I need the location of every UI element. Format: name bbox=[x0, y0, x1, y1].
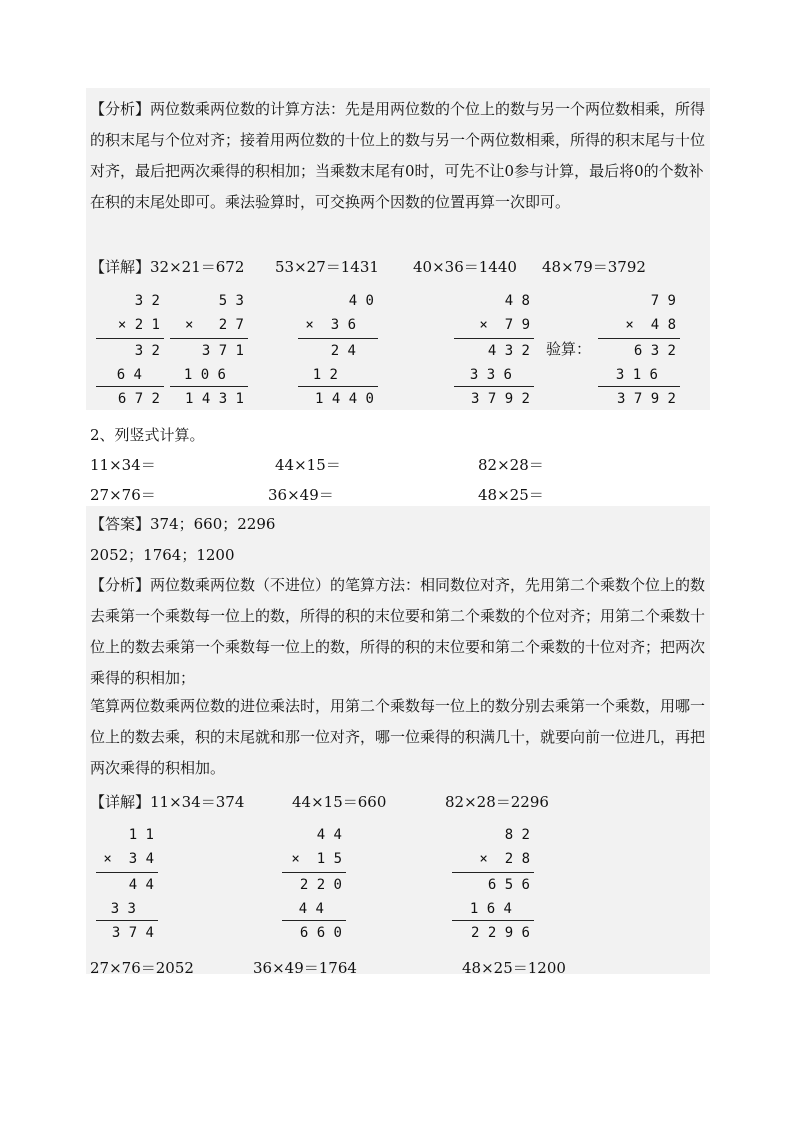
calc-row-partial-2: 1 0 6 bbox=[183, 367, 226, 383]
calc-rule bbox=[96, 338, 164, 339]
calc-row-partial-2: 1 6 4 bbox=[469, 901, 512, 917]
calc-row-multiplicand: 4 4 bbox=[316, 827, 342, 843]
calc-row-partial-2: 6 4 bbox=[116, 367, 142, 383]
problem-3: 82×28＝ bbox=[478, 456, 544, 474]
detail2-eq-3: 82×28＝2296 bbox=[445, 793, 549, 811]
calc-rule bbox=[452, 872, 534, 873]
calc-rule bbox=[282, 872, 346, 873]
detail2-label: 【详解】 bbox=[90, 793, 151, 811]
calc-row-multiplicand: 4 0 bbox=[348, 293, 374, 309]
vertical-calc-32x21 bbox=[94, 288, 164, 408]
vertical-calc-79x48 bbox=[596, 288, 680, 408]
calc-rule bbox=[96, 872, 158, 873]
calc-row-multiplier: × 1 5 bbox=[291, 851, 342, 867]
calc-rule bbox=[282, 920, 346, 921]
calc-row-product: 6 7 2 bbox=[117, 391, 160, 407]
calc-row-partial-2: 4 4 bbox=[298, 901, 324, 917]
calc-row-multiplicand: 1 1 bbox=[128, 827, 154, 843]
calc-row-multiplier: × 2 8 bbox=[479, 851, 530, 867]
question-title: 2、列竖式计算。 bbox=[90, 426, 205, 444]
calc-row-partial-1: 2 4 bbox=[330, 343, 356, 359]
calc-row-product: 2 2 9 6 bbox=[470, 925, 530, 941]
detail-eq-2: 53×27＝1431 bbox=[275, 258, 379, 276]
vertical-calc-40x36 bbox=[296, 288, 378, 408]
detail-eq-4: 48×79＝3792 bbox=[542, 258, 646, 276]
calc-row-multiplier: × 2 7 bbox=[184, 317, 244, 333]
calc-row-product: 3 7 9 2 bbox=[616, 391, 676, 407]
tail-eq-1: 27×76＝2052 bbox=[90, 959, 194, 977]
analysis-paragraph-3: 笔算两位数乘两位数的进位乘法时，用第二个乘数每一位上的数分别去乘第一个乘数，用哪一位上的数去乘，积的末尾就和那一位对齐，哪一位乘得的积满几十，就要向前一位进几，再把两次乘得的积相加。 bbox=[90, 697, 706, 777]
calc-row-product: 1 4 3 1 bbox=[184, 391, 244, 407]
tail-eq-3: 48×25＝1200 bbox=[462, 959, 566, 977]
analysis-paragraph-2: 【分析】两位数乘两位数（不进位）的笔算方法：相同数位对齐，先用第二个乘数个位上的数去乘第一个乘数每一位上的数，所得的积的末位要和第二个乘数的个位对齐；用第二个乘数十位上的数去乘第一个乘数每一位上的数，所得的积的末位要和第二个乘数的十位对齐；把两次乘得的积相加； bbox=[90, 576, 706, 687]
calc-row-multiplier: × 3 6 bbox=[305, 317, 356, 333]
problem-4: 27×76＝ bbox=[90, 486, 156, 504]
calc-row-partial-1: 2 2 0 bbox=[299, 877, 342, 893]
vertical-calc-48x79 bbox=[452, 288, 534, 408]
calc-row-partial-1: 6 3 2 bbox=[633, 343, 676, 359]
calc-row-partial-2: 1 2 bbox=[312, 367, 338, 383]
vertical-calc-53x27 bbox=[168, 288, 248, 408]
problem-2: 44×15＝ bbox=[275, 456, 341, 474]
calc-rule bbox=[96, 386, 164, 387]
calc-row-partial-1: 6 5 6 bbox=[487, 877, 530, 893]
calc-row-partial-2: 3 3 bbox=[110, 901, 136, 917]
calc-row-product: 1 4 4 0 bbox=[314, 391, 374, 407]
tail-eq-2: 36×49＝1764 bbox=[253, 959, 357, 977]
calc-row-multiplicand: 3 2 bbox=[134, 293, 160, 309]
detail2-eq-2: 44×15＝660 bbox=[292, 793, 387, 811]
calc-row-product: 3 7 4 bbox=[111, 925, 154, 941]
check-label: 验算： bbox=[546, 340, 592, 358]
calc-row-product: 6 6 0 bbox=[299, 925, 342, 941]
calc-rule bbox=[454, 338, 534, 339]
calc-rule bbox=[298, 338, 378, 339]
answer-line-2: 2052；1764；1200 bbox=[90, 546, 235, 564]
calc-rule bbox=[96, 920, 158, 921]
problem-1: 11×34＝ bbox=[90, 456, 156, 474]
calc-rule bbox=[170, 386, 248, 387]
detail-eq-1: 32×21＝672 bbox=[150, 258, 245, 276]
calc-rule bbox=[298, 386, 378, 387]
calc-rule bbox=[170, 338, 248, 339]
calc-rule bbox=[598, 386, 680, 387]
detail-eq-3: 40×36＝1440 bbox=[413, 258, 517, 276]
calc-rule bbox=[452, 920, 534, 921]
problem-6: 48×25＝ bbox=[478, 486, 544, 504]
answer-line-1: 【答案】374；660；2296 bbox=[90, 515, 276, 533]
calc-row-partial-2: 3 1 6 bbox=[615, 367, 658, 383]
calc-rule bbox=[454, 386, 534, 387]
calc-row-partial-2: 3 3 6 bbox=[469, 367, 512, 383]
calc-row-multiplicand: 7 9 bbox=[650, 293, 676, 309]
calc-row-multiplier: × 3 4 bbox=[103, 851, 154, 867]
analysis-paragraph-1: 【分析】两位数乘两位数的计算方法：先是用两位数的个位上的数与另一个两位数相乘，所得的积末尾与个位对齐；接着用两位数的十位上的数与另一个两位数相乘，所得的积末尾与十位对齐，最后把两次乘得的积相加；当乘数末尾有0时，可先不让0参与计算，最后将0的个数补在积的末尾处即可。乘法验算时，可交换两个因数的位置再算一次即可。 bbox=[90, 100, 706, 211]
calc-row-multiplicand: 8 2 bbox=[504, 827, 530, 843]
calc-rule bbox=[598, 338, 680, 339]
vertical-calc-44x15 bbox=[280, 822, 346, 944]
detail2-eq-1: 11×34＝374 bbox=[150, 793, 245, 811]
vertical-calc-11x34 bbox=[94, 822, 158, 944]
calc-row-multiplicand: 4 8 bbox=[504, 293, 530, 309]
calc-row-multiplicand: 5 3 bbox=[218, 293, 244, 309]
calc-row-partial-1: 4 3 2 bbox=[487, 343, 530, 359]
vertical-calc-82x28 bbox=[450, 822, 534, 944]
calc-row-multiplier: × 4 8 bbox=[625, 317, 676, 333]
calc-row-partial-1: 3 2 bbox=[134, 343, 160, 359]
calc-row-partial-1: 3 7 1 bbox=[201, 343, 244, 359]
calc-row-partial-1: 4 4 bbox=[128, 877, 154, 893]
detail-label-1: 【详解】 bbox=[90, 258, 151, 276]
calc-row-multiplier: × 7 9 bbox=[479, 317, 530, 333]
problem-5: 36×49＝ bbox=[268, 486, 334, 504]
calc-row-product: 3 7 9 2 bbox=[470, 391, 530, 407]
calc-row-multiplier: × 2 1 bbox=[117, 317, 160, 333]
